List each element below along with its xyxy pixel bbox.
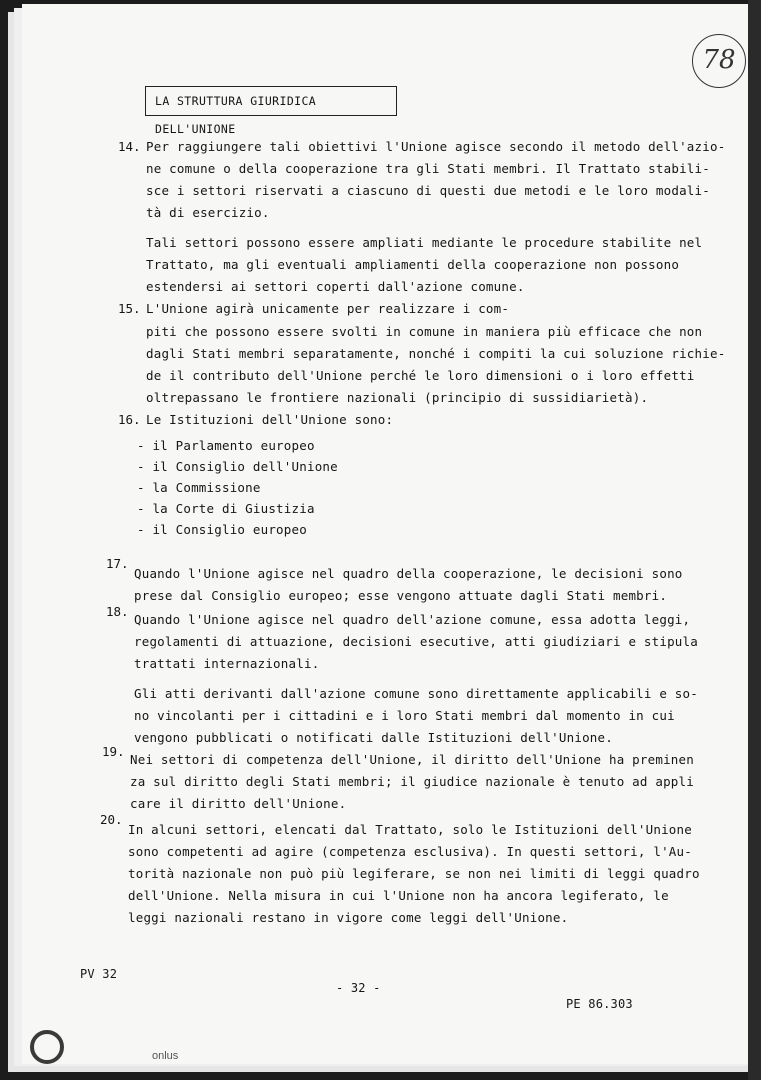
section-title: LA STRUTTURA GIURIDICA DELL'UNIONE [145,86,397,116]
list-item: - la Corte di Giustizia [137,501,315,516]
paragraph-line: care il diritto dell'Unione. [130,796,347,811]
scan-dark-edge [748,0,761,1080]
paragraph-line: leggi nazionali restano in vigore come leggi dell'Unione. [128,910,569,925]
paragraph-line: Nei settori di competenza dell'Unione, il diritto dell'Unione ha preminen [130,752,694,767]
paragraph-number: 16. [118,412,141,427]
paragraph-line: Quando l'Unione agisce nel quadro della cooperazione, le decisioni sono [134,566,683,581]
paragraph-line: oltrepassano le frontiere nazionali (principio di sussidiarietà). [146,390,649,405]
paragraph-line: Quando l'Unione agisce nel quadro dell'azione comune, essa adotta leggi, [134,612,691,627]
paragraph-line: Gli atti derivanti dall'azione comune sono direttamente applicabili e so- [134,686,698,701]
handwritten-page-number: 78 [692,34,746,88]
paragraph-line: In alcuni settori, elencati dal Trattato, solo le Istituzioni dell'Unione [128,822,692,837]
watermark-text: onlus [152,1050,179,1062]
paragraph-line: dagli Stati membri separatamente, nonché i compiti la cui soluzione richie- [146,346,726,361]
paragraph-line: Le Istituzioni dell'Unione sono: [146,412,394,427]
paragraph-number: 19. [102,744,125,759]
paragraph-number: 20. [100,812,123,827]
paragraph-line: trattati internazionali. [134,656,320,671]
paragraph-line: L'Unione agirà unicamente per realizzare i com- [146,301,510,316]
paragraph-line: Per raggiungere tali obiettivi l'Unione agisce secondo il metodo dell'azio- [146,139,726,154]
paragraph-line: estendersi ai settori coperti dall'azione comune. [146,279,525,294]
list-item: - il Consiglio dell'Unione [137,459,338,474]
paragraph-line: Trattato, ma gli eventuali ampliamenti della cooperazione non possono [146,257,680,272]
paragraph-line: Tali settori possono essere ampliati mediante le procedure stabilite nel [146,235,703,250]
paragraph-line: ne comune o della cooperazione tra gli Stati membri. Il Trattato stabili- [146,161,710,176]
paragraph-line: no vincolanti per i cittadini e i loro Stati membri dal momento in cui [134,708,675,723]
paragraph-line: piti che possono essere svolti in comune in maniera più efficace che non [146,324,703,339]
footer-left: PV 32 [80,967,118,981]
list-item: - il Consiglio europeo [137,522,307,537]
paragraph-number: 18. [106,604,129,619]
paragraph-line: tà di esercizio. [146,205,270,220]
paragraph-line: sce i settori riservati a ciascuno di questi due metodi e le loro modali- [146,183,710,198]
paragraph-line: torità nazionale non può più legiferare, se non nei limiti di leggi quadro [128,866,700,881]
footer-page-number: - 32 - [336,981,381,995]
paragraph-line: za sul diritto degli Stati membri; il giudice nazionale è tenuto ad appli [130,774,694,789]
paragraph-number: 15. [118,301,141,316]
watermark-logo-icon [30,1030,64,1064]
paragraph-line: de il contributo dell'Unione perché le loro dimensioni o i loro effetti [146,368,695,383]
list-item: - il Parlamento europeo [137,438,315,453]
paragraph-line: vengono pubblicati o notificati dalle Istituzioni dell'Unione. [134,730,613,745]
paragraph-number: 17. [106,556,129,571]
paragraph-line: sono competenti ad agire (competenza esclusiva). In questi settori, l'Au- [128,844,692,859]
paragraph-line: prese dal Consiglio europeo; esse vengono attuate dagli Stati membri. [134,588,668,603]
paragraph-line: regolamenti di attuazione, decisioni esecutive, atti giudiziari e stipula [134,634,698,649]
paragraph-line: dell'Unione. Nella misura in cui l'Unione non ha ancora legiferato, le [128,888,669,903]
list-item: - la Commissione [137,480,261,495]
footer-right: PE 86.303 [566,997,633,1011]
paragraph-number: 14. [118,139,141,154]
document-page [22,4,752,1064]
